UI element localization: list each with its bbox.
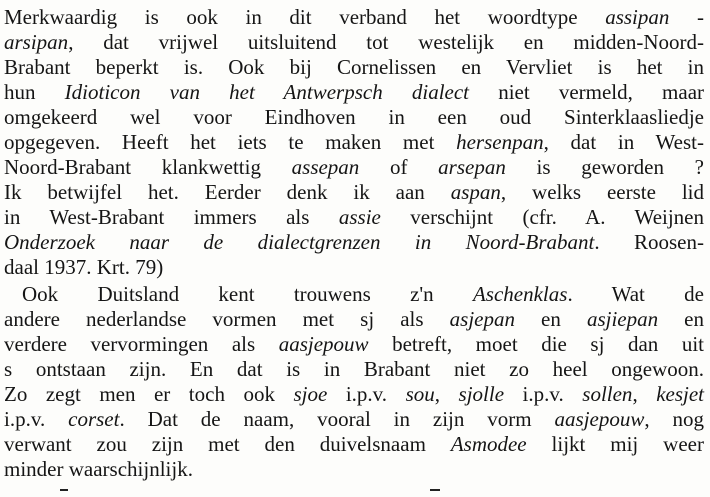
text-line-7 <box>4 155 704 180</box>
text-run: in West-Brabant immers als <box>4 205 339 229</box>
text-run: minder waarschijnlijk. <box>4 457 193 481</box>
text-line-17 <box>4 407 704 432</box>
italic-term: arsepan <box>438 155 506 179</box>
text-run: Noord-Brabant klankwettig <box>4 155 292 179</box>
text-line-1 <box>4 5 704 30</box>
text-line-18 <box>4 432 704 457</box>
text-line-13 <box>4 307 704 332</box>
text-run: Ook Duitsland kent trouwens z'n <box>22 282 473 306</box>
italic-term: asjiepan <box>586 307 659 331</box>
italic-term: sjoe <box>293 382 328 406</box>
text-run: en <box>514 307 587 331</box>
italic-term: sollen <box>582 382 633 406</box>
italic-term: Idioticon van het Antwerpsch dialect <box>64 80 470 104</box>
text-run: verwant zou zijn met den duivelsnaam <box>4 432 451 456</box>
italic-term: Asmodee <box>450 432 527 456</box>
italic-term: asjepan <box>449 307 515 331</box>
text-run: i.p.v. <box>504 382 583 406</box>
italic-term: aasjepouw <box>554 407 645 431</box>
text-line-12 <box>22 282 704 307</box>
text-line-9 <box>4 205 704 230</box>
text-line-5 <box>4 105 704 130</box>
text-line-19 <box>4 457 704 482</box>
text-run: hun <box>4 80 65 104</box>
text-run: andere nederlandse vormen met sj als <box>4 307 450 331</box>
text-line-8 <box>4 180 704 205</box>
italic-term: sou <box>405 382 435 406</box>
text-run: s ontstaan zijn. En dat is in Brabant niet zo heel ongewoon. <box>4 357 704 381</box>
text-run: Zo zegt men er toch ook <box>4 382 294 406</box>
text-run: Brabant beperkt is. Ook bij Cornelissen en Vervliet is het in <box>4 55 704 79</box>
text-run: . Roosen- <box>594 230 704 254</box>
text-run: verdere vervormingen als <box>4 332 279 356</box>
italic-term: hersenpan <box>456 130 544 154</box>
text-run: , nog <box>644 407 705 431</box>
italic-term: sjolle <box>458 382 505 406</box>
text-run: i.p.v. <box>327 382 406 406</box>
text-run: betreft, moet die sj dan uit <box>368 332 704 356</box>
text-run: opgegeven. Heeft het iets te maken met <box>4 130 457 154</box>
italic-term: assepan <box>291 155 360 179</box>
text-line-16 <box>4 382 704 407</box>
italic-term: Onderzoek naar de dialectgrenzen in Noord-Brabant <box>4 230 595 254</box>
cut-off-next-line <box>0 489 710 497</box>
text-line-4 <box>4 80 704 105</box>
italic-term: Aschenklas <box>472 282 568 306</box>
italic-term: arsipan <box>4 30 69 54</box>
italic-term: assie <box>338 205 381 229</box>
italic-term: aspan <box>450 180 501 204</box>
text-run: is geworden ? <box>505 155 705 179</box>
text-line-15 <box>4 357 704 382</box>
text-run: omgekeerd wel voor Eindhoven in een oud Sinterklaasliedje <box>4 105 704 129</box>
text-run: lijkt mij weer <box>526 432 704 456</box>
text-run: niet vermeld, maar <box>469 80 705 104</box>
text-line-11 <box>4 255 704 280</box>
text-line-2 <box>4 30 704 55</box>
text-run: Ik betwijfel het. Eerder denk ik aan <box>4 180 451 204</box>
italic-term: corset <box>68 407 120 431</box>
text-run: , dat in West- <box>543 130 704 154</box>
text-run: daal 1937. Krt. 79) <box>4 255 164 279</box>
text-run: of <box>359 155 439 179</box>
text-run: verschijnt (cfr. A. Weijnen <box>380 205 704 229</box>
text-run: , welks eerste lid <box>500 180 704 204</box>
text-line-6 <box>4 130 704 155</box>
text-run: , <box>434 382 459 406</box>
italic-term: aasjepouw <box>278 332 369 356</box>
text-run: Merkwaardig is ook in dit verband het woordtype <box>4 5 606 29</box>
text-run: , <box>632 382 657 406</box>
text-run: , dat vrijwel uitsluitend tot westelijk en midden-Noord- <box>68 30 704 54</box>
text-run: i.p.v. <box>4 407 69 431</box>
text-run: en <box>658 307 704 331</box>
text-line-10 <box>4 230 704 255</box>
text-run: . Wat de <box>567 282 704 306</box>
italic-term: kesjet <box>656 382 705 406</box>
italic-term: assipan - <box>605 5 704 29</box>
text-run: . Dat de naam, vooral in zijn vorm <box>119 407 555 431</box>
text-line-3 <box>4 55 704 80</box>
text-line-14 <box>4 332 704 357</box>
